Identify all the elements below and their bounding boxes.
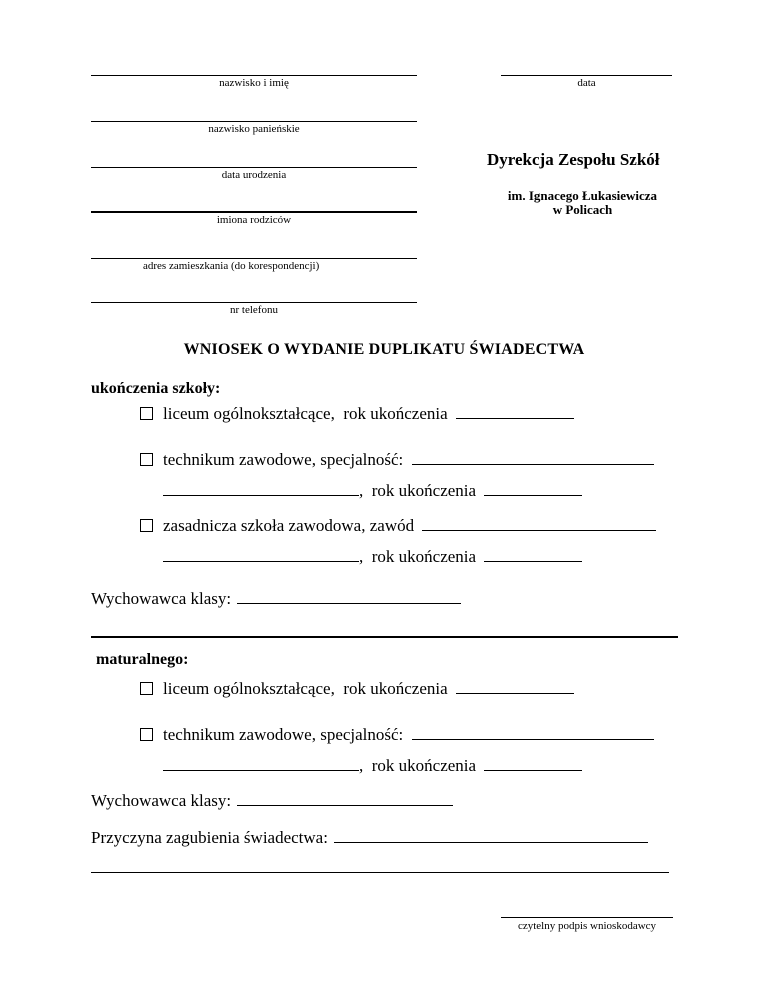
- section2-heading: maturalnego:: [96, 651, 189, 668]
- s2-liceum-year-field[interactable]: [456, 679, 574, 694]
- recipient-line2: w Policach: [552, 202, 613, 217]
- phone-line[interactable]: [91, 302, 417, 303]
- s2-technikum-specialty-field[interactable]: [412, 725, 654, 740]
- s2-technikum-second-row: [163, 756, 582, 776]
- s1-option-technikum[interactable]: [140, 450, 654, 470]
- birth-date-label: data urodzenia: [221, 169, 287, 181]
- s1-teacher-row: [91, 589, 461, 609]
- s1-zasadnicza-year-label: , rok ukończenia: [359, 547, 477, 566]
- s1-zasadnicza-label: zasadnicza szkoła zawodowa, zawód: [163, 516, 415, 535]
- s1-teacher-field[interactable]: [237, 589, 461, 604]
- date-line[interactable]: [501, 75, 672, 76]
- s1-zasadnicza-profession-field[interactable]: [422, 516, 656, 531]
- s1-technikum-year-field[interactable]: [484, 481, 582, 496]
- s1-zasadnicza-profession-field-2[interactable]: [163, 547, 359, 562]
- s1-option-liceum[interactable]: [140, 404, 574, 424]
- s1-technikum-specialty-field[interactable]: [412, 450, 654, 465]
- birth-date-line[interactable]: [91, 167, 417, 168]
- s1-technikum-second-row: [163, 481, 582, 501]
- s2-technikum-year-label: , rok ukończenia: [359, 756, 477, 775]
- s2-technikum-label: technikum zawodowe, specjalność:: [163, 725, 404, 744]
- phone-label: nr telefonu: [230, 304, 278, 316]
- s1-technikum-specialty-field-2[interactable]: [163, 481, 359, 496]
- s2-teacher-label: Wychowawca klasy:: [91, 791, 232, 810]
- page-title: WNIOSEK O WYDANIE DUPLIKATU ŚWIADECTWA: [183, 341, 585, 358]
- date-label: data: [577, 77, 596, 89]
- checkbox-s2-liceum[interactable]: [140, 682, 153, 695]
- s1-zasadnicza-year-field[interactable]: [484, 547, 582, 562]
- section-divider: [91, 636, 678, 638]
- checkbox-liceum[interactable]: [140, 407, 153, 420]
- parents-names-line[interactable]: [91, 211, 417, 213]
- checkbox-zasadnicza[interactable]: [140, 519, 153, 532]
- s1-teacher-label: Wychowawca klasy:: [91, 589, 232, 608]
- s1-option-zasadnicza[interactable]: [140, 516, 656, 536]
- address-label: adres zamieszkania (do korespondencji): [143, 260, 320, 272]
- signature-label: czytelny podpis wnioskodawcy: [517, 920, 657, 932]
- recipient-line1: im. Ignacego Łukasiewicza: [507, 188, 658, 203]
- s1-zasadnicza-second-row: [163, 547, 582, 567]
- checkbox-s2-technikum[interactable]: [140, 728, 153, 741]
- parents-names-label: imiona rodziców: [216, 214, 292, 226]
- s2-liceum-label: liceum ogólnokształcące, rok ukończenia: [163, 679, 448, 698]
- checkbox-technikum[interactable]: [140, 453, 153, 466]
- maiden-name-line[interactable]: [91, 121, 417, 122]
- reason-label: Przyczyna zagubienia świadectwa:: [91, 828, 328, 847]
- s2-teacher-field[interactable]: [237, 791, 453, 806]
- s2-option-technikum[interactable]: [140, 725, 654, 745]
- name-line[interactable]: [91, 75, 417, 76]
- s2-option-liceum[interactable]: [140, 679, 574, 699]
- signature-line[interactable]: [501, 917, 673, 918]
- reason-field-line-2[interactable]: [91, 872, 669, 873]
- name-label: nazwisko i imię: [219, 77, 289, 89]
- address-line[interactable]: [91, 258, 417, 259]
- s2-technikum-specialty-field-2[interactable]: [163, 756, 359, 771]
- s2-teacher-row: [91, 791, 453, 811]
- s1-liceum-year-field[interactable]: [456, 404, 574, 419]
- reason-field[interactable]: [334, 828, 648, 843]
- section1-heading: ukończenia szkoły:: [91, 380, 221, 397]
- s1-technikum-label: technikum zawodowe, specjalność:: [163, 450, 404, 469]
- recipient-title: Dyrekcja Zespołu Szkół: [487, 150, 660, 169]
- reason-row: [91, 828, 648, 848]
- s2-technikum-year-field[interactable]: [484, 756, 582, 771]
- s1-technikum-year-label: , rok ukończenia: [359, 481, 477, 500]
- maiden-name-label: nazwisko panieńskie: [208, 123, 300, 135]
- s1-liceum-label: liceum ogólnokształcące, rok ukończenia: [163, 404, 448, 423]
